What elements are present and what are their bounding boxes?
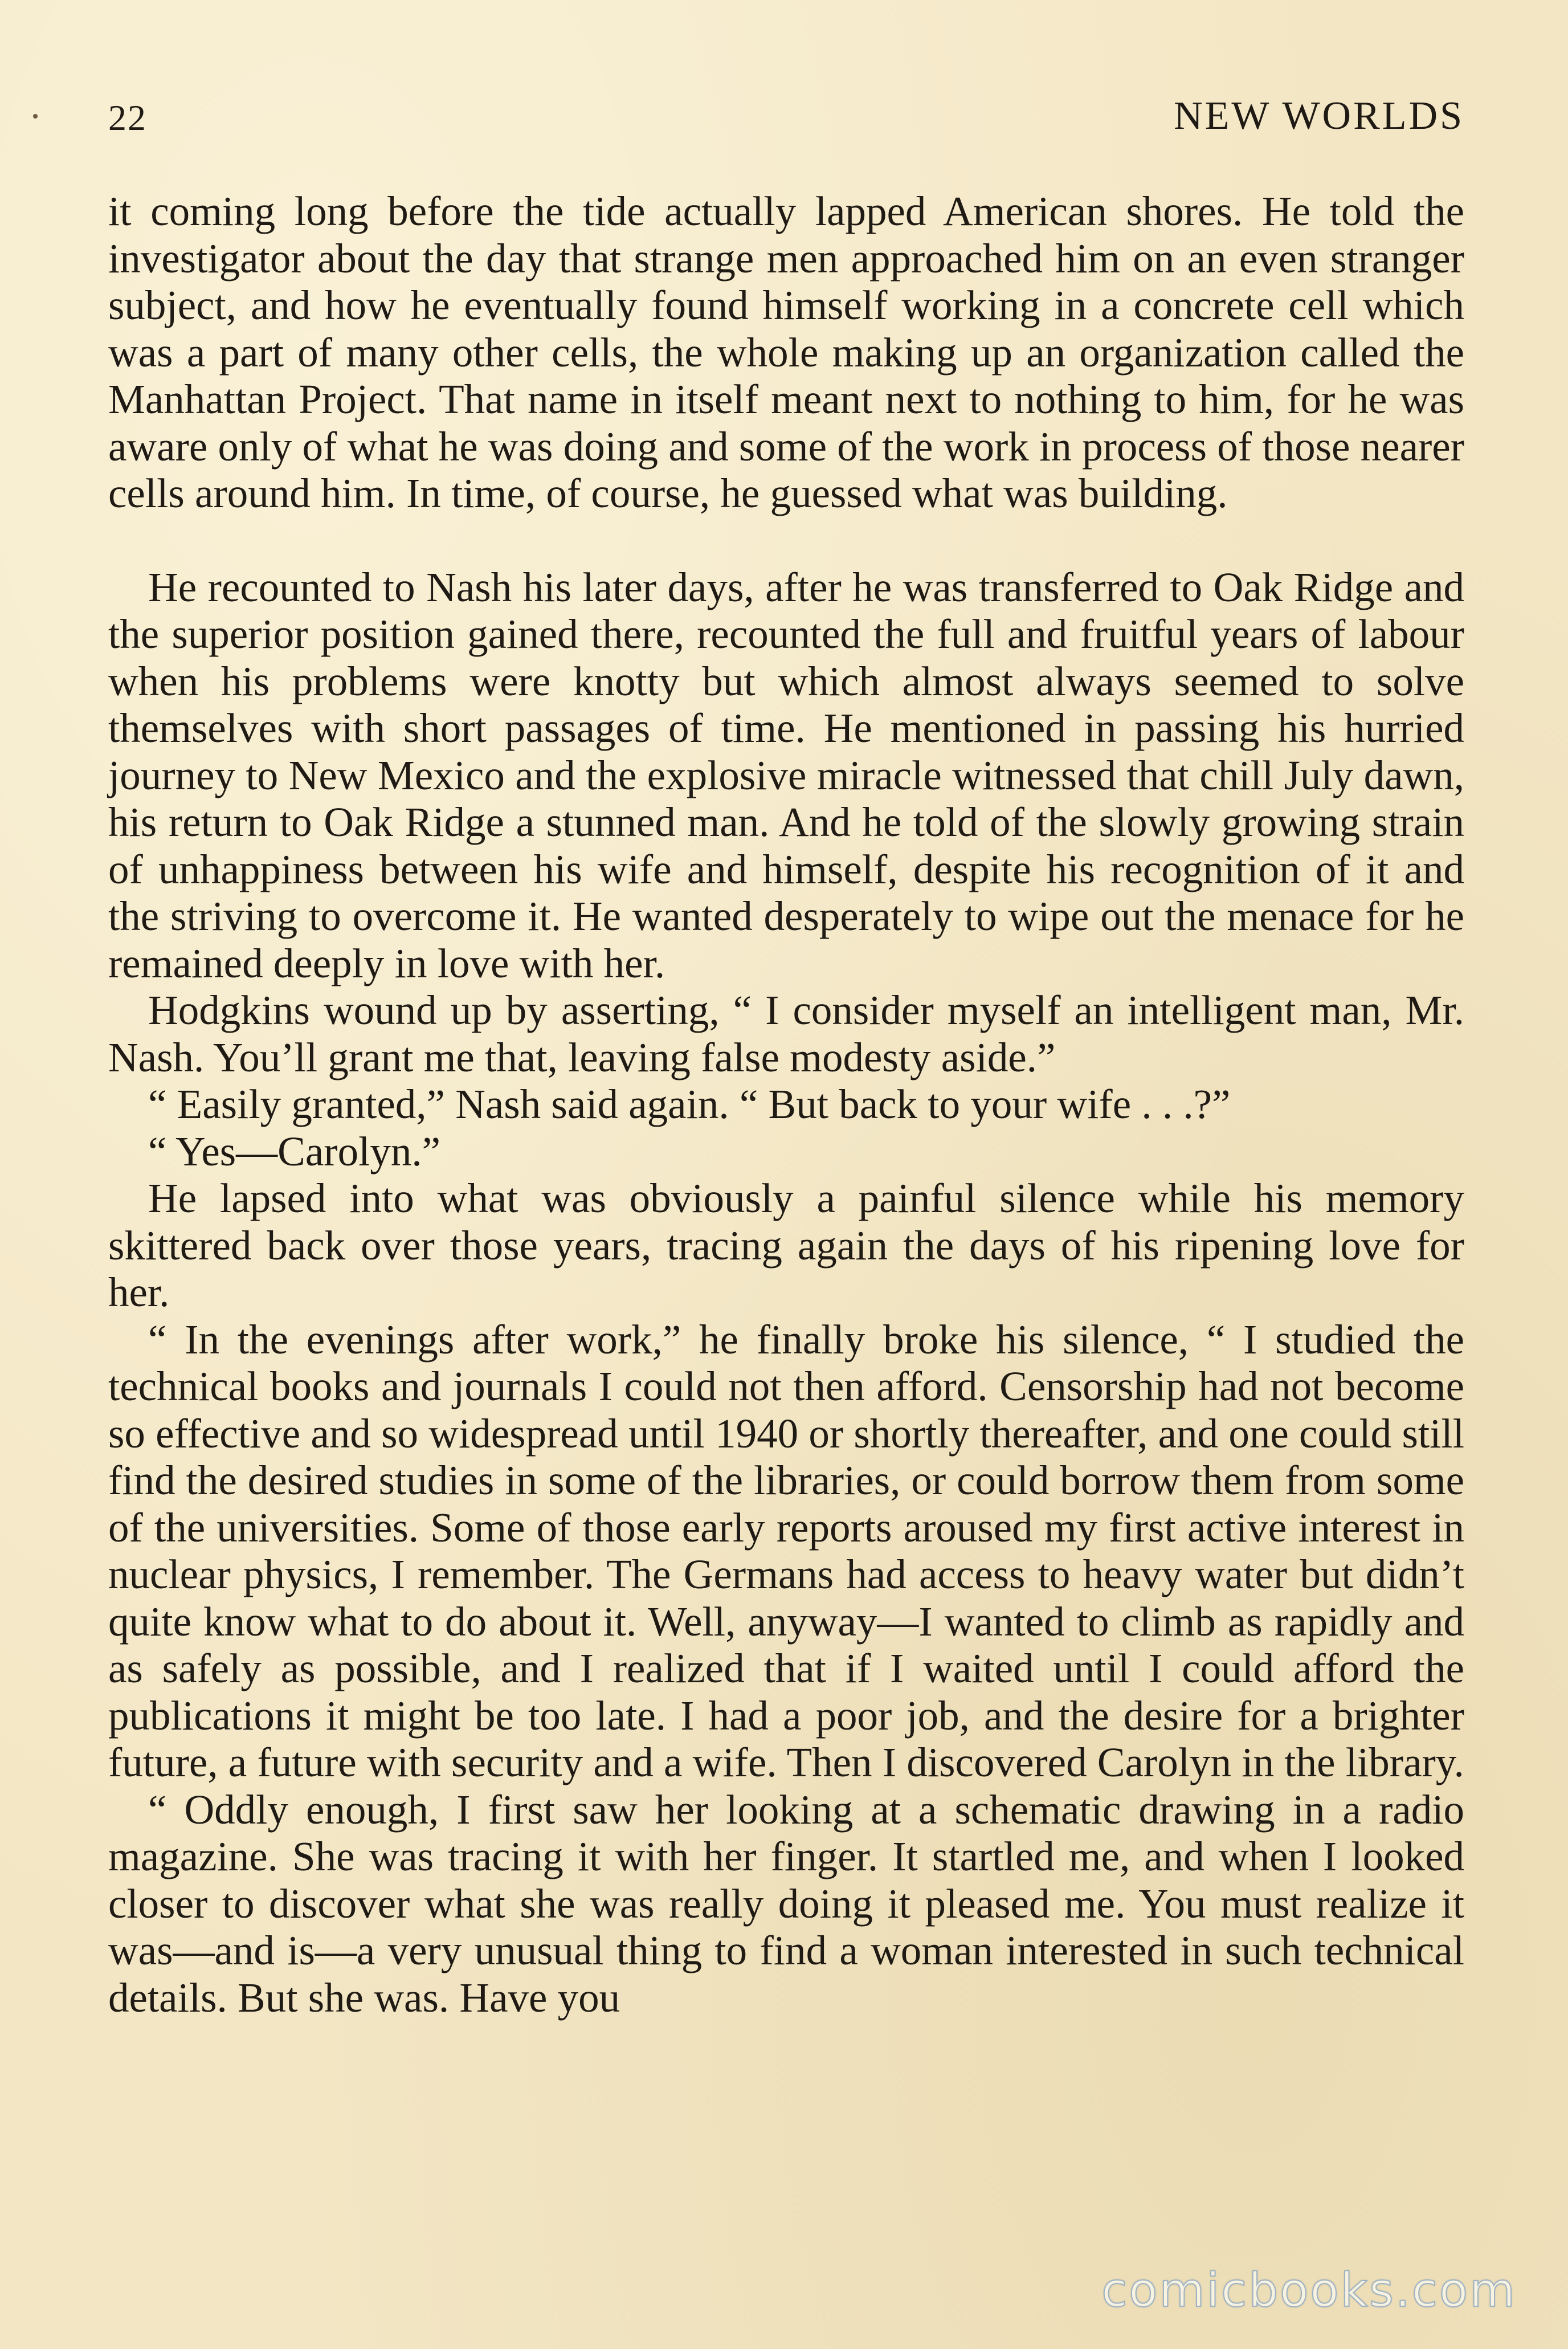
paragraph-4: “ Easily granted,” Nash said again. “ But back to your wife . . .?”: [148, 1081, 1231, 1127]
paragraph-1: it coming long before the tide actually lapped American shores. He told the investigator about the day that strange men approached him on an even stranger subject, and how he eventually found himself working in a concrete cell which was a part of many other cells, the whole making up an organization called the Manhattan Project. That name in itself meant next to nothing to him, for he was aware only of what he was doing and some of the work in process of those nearer cells around him. In time, of course, he guessed what was building.: [108, 188, 1464, 516]
running-head: NEW WORLDS: [1174, 94, 1464, 138]
paragraph-3: Hodgkins wound up by asserting, “ I consider myself an intelligent man, Mr. Nash. You’ll grant me that, leaving false modesty aside.”: [108, 987, 1464, 1080]
paragraph-2: He recounted to Nash his later days, after he was transferred to Oak Ridge and the superior position gained there, recounted the full and fruitful years of labour when his problems were knotty but which almost always seemed to solve themselves with short passages of time. He mentioned in passing his hurried journey to New Mexico and the explosive miracle witnessed that chill July dawn, his return to Oak Ridge a stunned man. And he told of the slowly growing strain of unhappiness between his wife and himself, despite his recognition of it and the striving to overcome it. He wanted desperately to wipe out the menace for he remained deeply in love with her.: [108, 564, 1464, 986]
page-number: 22: [108, 97, 147, 138]
paper-speck: [33, 114, 38, 119]
body-text: [108, 188, 1464, 2021]
paragraph-6: He lapsed into what was obviously a painful silence while his memory skittered back over those years, tracing again the days of his ripening love for her.: [108, 1175, 1464, 1315]
watermark: comicbooks.com: [1101, 2264, 1517, 2318]
paragraph-5: “ Yes—Carolyn.”: [148, 1128, 440, 1174]
paragraph-7: “ In the evenings after work,” he finally broke his silence, “ I studied the technical books and journals I could not then afford. Censorship had not become so effective and so widespread until 1940 or shortly thereafter, and one could still find the desired studies in some of the libraries, or could borrow them from some of the universities. Some of those early reports aroused my first active interest in nuclear physics, I remember. The Germans had access to heavy water but didn’t quite know what to do about it. Well, anyway—I wanted to climb as rapidly and as safely as possible, and I realized that if I waited until I could afford the publications it might be too late. I had a poor job, and the desire for a brighter future, a future with security and a wife. Then I discovered Carolyn in the library.: [108, 1316, 1464, 1785]
paragraph-8: “ Oddly enough, I first saw her looking at a schematic drawing in a radio magazine. She was tracing it with her finger. It startled me, and when I looked closer to discover what she was really doing it pleased me. You must realize it was—and is—a very unusual thing to find a woman interested in such technical details. But she was. Have you: [108, 1786, 1464, 2021]
page-header: [108, 94, 1464, 148]
